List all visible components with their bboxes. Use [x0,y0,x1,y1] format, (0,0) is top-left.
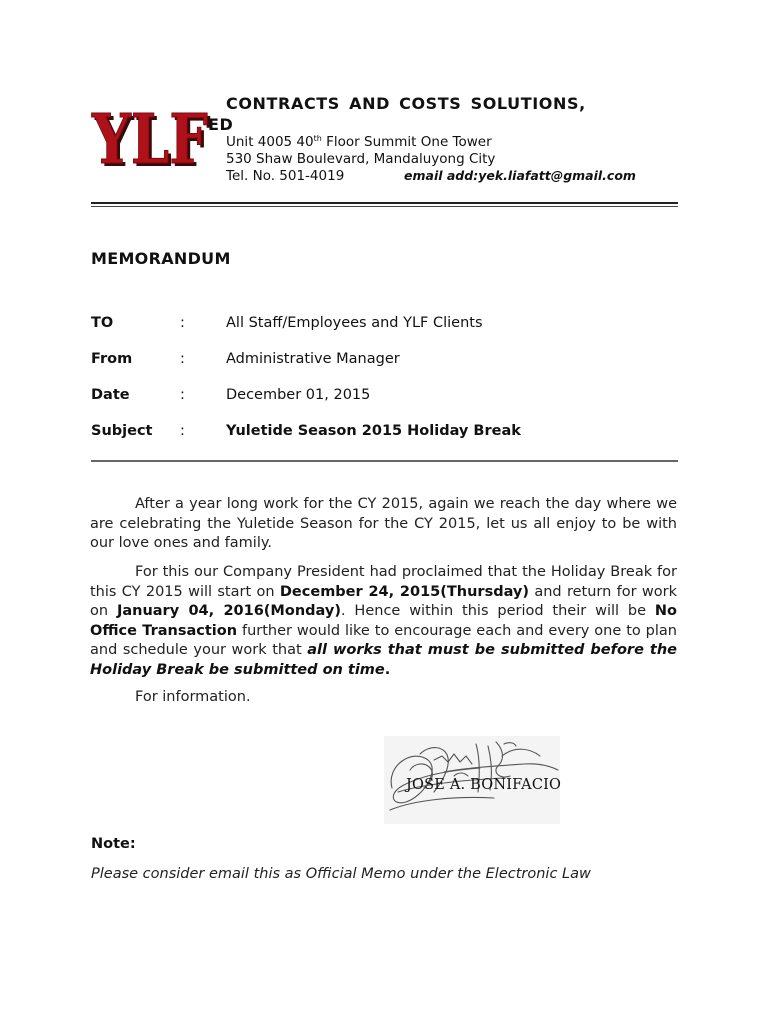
field-colon: : [180,351,185,367]
address-line-1-pre: Unit 4005 40 [226,134,314,150]
address-line-1-sup: th [313,134,322,143]
para2-text-4: further would like to encourage each and every one to plan and schedule your work that [90,622,677,658]
body-paragraph-2 [90,563,677,680]
para2-text-1: For this our Company President had proclaimed that the Holiday Break for this CY 2015 will start on [90,564,677,600]
letterhead-divider-bottom [91,206,678,207]
company-name [208,93,646,134]
ylf-logo [88,92,218,172]
body-paragraph-1: After a year long work for the CY 2015, again we reach the day where we are celebrating the Yuletide Season for the CY 2015, let us all enjoy to be with our love ones and family. [90,496,677,551]
logo-text-shadow: YLF [94,103,211,172]
note-label: Note: [91,836,136,852]
submission-emphasis: all works that must be submitted before the Holiday Break be submitted on time [90,642,677,678]
field-label: Subject [91,423,153,439]
holiday-start-date: December 24, 2015(Thursday) [279,583,530,600]
para2-text-3: . Hence within this period their will be [340,603,655,619]
email-address: email add:yek.liafatt@gmail.com [404,168,636,183]
company-name-line2: ED [208,115,234,134]
letterhead-divider-top [91,202,678,204]
field-label: Date [91,387,130,403]
memo-field-subject [91,423,681,445]
field-value: All Staff/Employees and YLF Clients [226,315,483,331]
address-line-1-post: Floor Summit One Tower [321,134,492,150]
company-name-line1: CONTRACTS AND COSTS SOLUTIONS, [226,94,586,113]
header-divider [91,460,678,462]
field-label: TO [91,315,114,331]
logo-text: YLF [91,100,208,172]
memo-title: MEMORANDUM [91,249,231,268]
field-colon: : [180,423,185,439]
para2-text-5: . [384,661,391,678]
field-colon: : [180,315,185,331]
address-line-2: 530 Shaw Boulevard, Mandaluyong City [226,151,496,167]
note-text: Please consider email this as Official Memo under the Electronic Law [91,866,591,882]
signatory-name: JOSE A. BONIFACIO [406,777,562,793]
field-value: Administrative Manager [226,351,400,367]
return-date: January 04, 2016(Monday) [116,603,341,619]
memo-field-to [91,315,681,337]
para2-text-2: and return for work on [90,583,678,619]
field-value: Yuletide Season 2015 Holiday Break [226,423,521,439]
field-value: December 01, 2015 [226,387,371,403]
memo-field-date [91,387,681,409]
telephone: Tel. No. 501-4019 [226,168,345,184]
closing-line: For information. [135,689,251,705]
field-label: From [91,351,133,367]
address-line-1 [226,134,492,151]
memo-field-from [91,351,681,373]
no-office-transaction: No Office Transaction [90,603,677,639]
field-colon: : [180,387,185,403]
